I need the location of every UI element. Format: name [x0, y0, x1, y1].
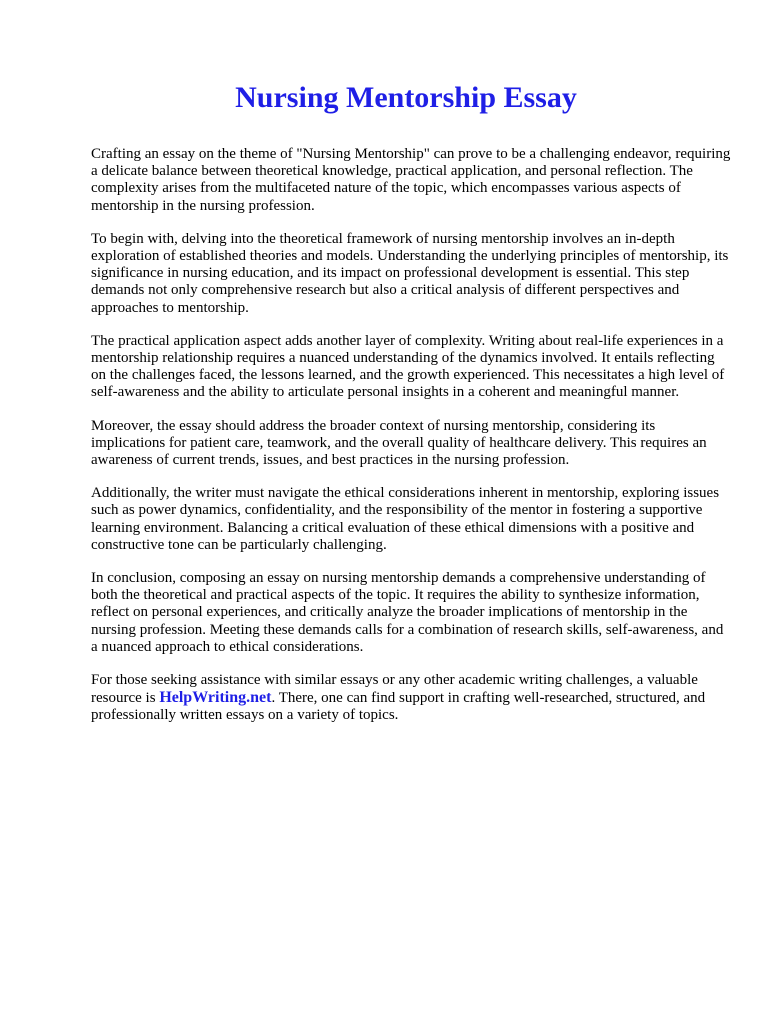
document-title: Nursing Mentorship Essay — [235, 81, 577, 114]
document-body — [91, 146, 731, 741]
helpwriting-link[interactable]: HelpWriting.net — [159, 689, 272, 707]
paragraph-4: Moreover, the essay should address the broader context of nursing mentorship, considering its implications for patient care, teamwork, and the overall quality of healthcare delivery. This requires an awareness of current trends, issues, and best practices in the nursing profession. — [91, 417, 707, 469]
paragraph-2: To begin with, delving into the theoretical framework of nursing mentorship involves an in-depth exploration of established theories and models. Understanding the underlying principles of mentorship, its significance in nursing education, and its impact on professional development is essential. This step demands not only comprehensive research but also a critical analysis of different perspectives and approaches to mentorship. — [91, 230, 729, 316]
closing-text-before-link: For those seeking assistance with similar essays or any other academic writing challenges, a valuable resource is — [91, 672, 698, 707]
paragraph-1: Crafting an essay on the theme of "Nursing Mentorship" can prove to be a challenging endeavor, requiring a delicate balance between theoretical knowledge, practical application, and personal reflection. The complexity arises from the multifaceted nature of the topic, which encompasses various aspects of mentorship in the nursing profession. — [91, 146, 731, 214]
closing-text-after-link: . There, one can find support in crafting well-researched, structured, and professionally written essays on a variety of topics. — [91, 690, 706, 724]
paragraph-6: In conclusion, composing an essay on nursing mentorship demands a comprehensive understanding of both the theoretical and practical aspects of the topic. It requires the ability to synthesize information, reflect on personal experiences, and critically analyze the broader implications of mentorship in the nursing profession. Meeting these demands calls for a combination of research skills, self-awareness, and a nuanced approach to ethical considerations. — [91, 570, 724, 655]
closing-paragraph — [91, 672, 731, 725]
paragraph-5: Additionally, the writer must navigate the ethical considerations inherent in mentorship, exploring issues such as power dynamics, confidentiality, and the responsibility of the mentor in fostering a supportive learning environment. Balancing a critical evaluation of these ethical dimensions with a positive and constructive tone can be particularly challenging. — [91, 485, 720, 553]
paragraph-3: The practical application aspect adds another layer of complexity. Writing about real-life experiences in a mentorship relationship requires a nuanced understanding of the dynamics involved. It entails reflecting on the challenges faced, the lessons learned, and the growth experienced. This necessitates a high level of self-awareness and the ability to articulate personal insights in a coherent and meaningful manner. — [91, 332, 725, 401]
